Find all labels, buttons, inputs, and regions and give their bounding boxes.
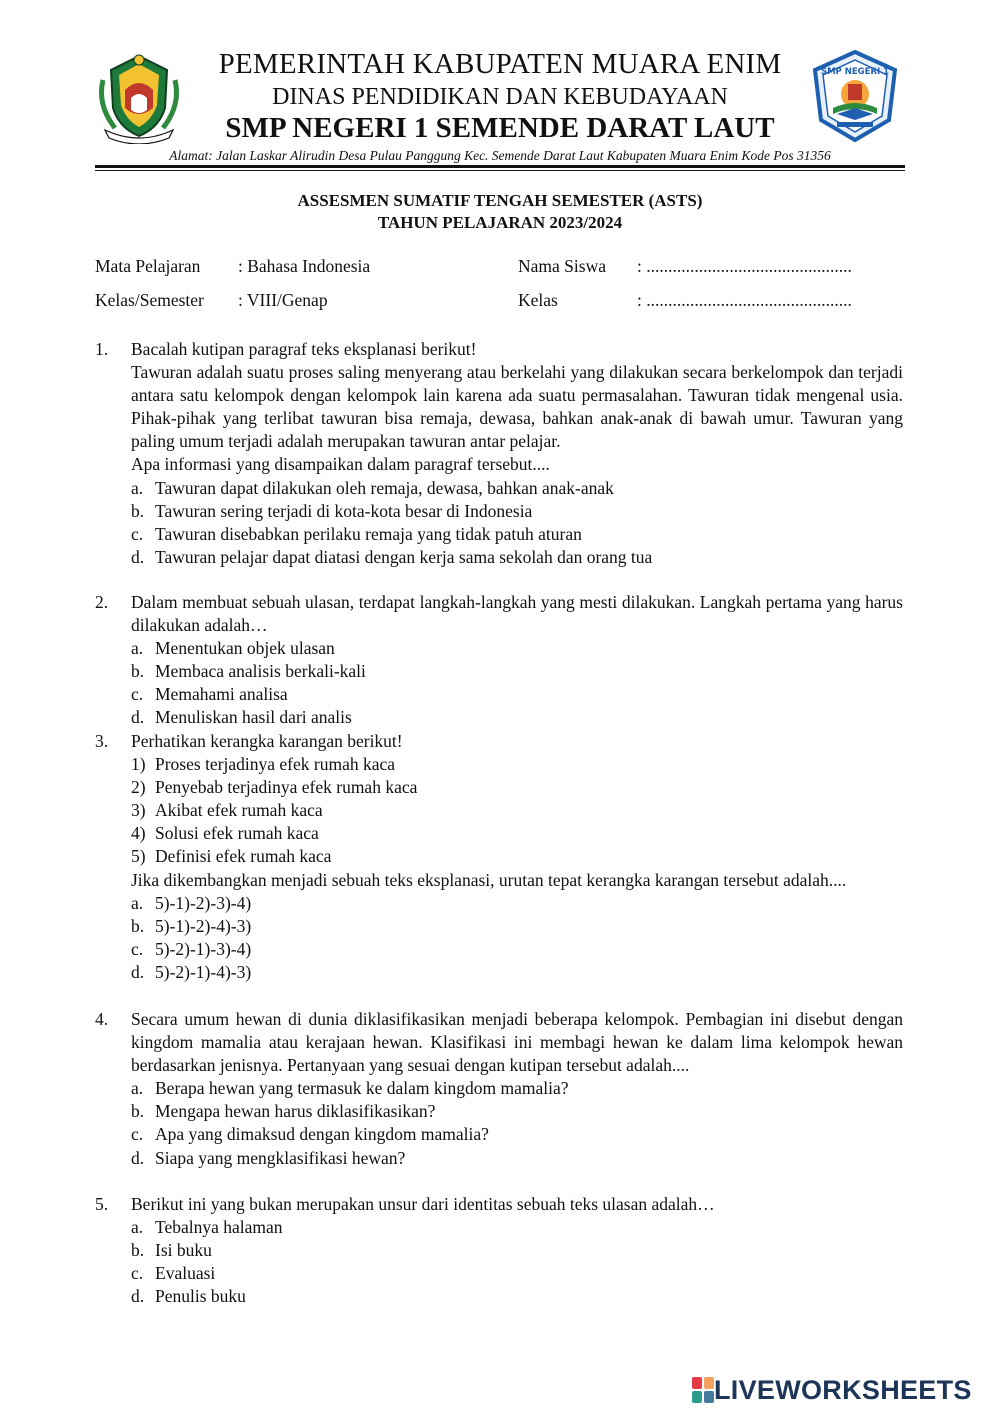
liveworksheets-wordmark: LIVEWORKSHEETS	[714, 1374, 972, 1405]
answer-option[interactable]	[131, 660, 903, 683]
answer-option[interactable]	[131, 961, 903, 984]
answer-option[interactable]	[131, 1216, 903, 1239]
question-intro: Perhatikan kerangka karangan berikut!	[131, 731, 403, 751]
option-text: Tawuran pelajar dapat diatasi dengan kerja sama sekolah dan orang tua	[155, 546, 653, 567]
question-4	[95, 1008, 903, 1170]
option-text: Tawuran dapat dilakukan oleh remaja, dewasa, bahkan anak-anak	[155, 477, 614, 498]
option-label: c.	[131, 523, 144, 544]
subject-value: : Bahasa Indonesia	[238, 256, 371, 276]
answer-option[interactable]	[131, 915, 903, 938]
outline-item	[131, 822, 903, 845]
option-label: a.	[131, 638, 144, 659]
question-text: Apa informasi yang disampaikan dalam paragraf tersebut....	[131, 454, 550, 475]
answer-option[interactable]	[131, 1262, 903, 1285]
outline-label: 3)	[131, 800, 146, 821]
answer-option[interactable]	[131, 523, 903, 546]
answer-option[interactable]	[131, 892, 903, 915]
outline-item	[131, 799, 903, 822]
header-rule-thick	[95, 165, 905, 168]
option-text: 5)-1)-2)-3)-4)	[155, 892, 252, 913]
student-name-field[interactable]: : ...............................................	[637, 256, 852, 276]
option-label: d.	[131, 707, 145, 728]
outline-text: Definisi efek rumah kaca	[155, 846, 332, 867]
option-text: 5)-2)-1)-4)-3)	[155, 961, 252, 982]
option-text: 5)-1)-2)-4)-3)	[155, 915, 252, 936]
option-label: b.	[131, 1240, 145, 1261]
option-text: Tawuran disebabkan perilaku remaja yang tidak patuh aturan	[155, 523, 582, 544]
question-text: Berikut ini yang bukan merupakan unsur dari identitas sebuah teks ulasan adalah…	[131, 1194, 715, 1214]
question-text: Jika dikembangkan menjadi sebuah teks eksplanasi, urutan tepat kerangka karangan tersebut adalah....	[131, 869, 847, 890]
student-class-label: Kelas	[518, 290, 558, 310]
answer-option[interactable]	[131, 1239, 903, 1262]
option-label: a.	[131, 1078, 144, 1099]
option-label: b.	[131, 1101, 145, 1122]
question-intro: Bacalah kutipan paragraf teks eksplanasi berikut!	[131, 339, 477, 359]
outline-text: Akibat efek rumah kaca	[155, 800, 323, 821]
answer-option[interactable]	[131, 1077, 903, 1100]
option-text: Tebalnya halaman	[155, 1217, 283, 1238]
outline-text: Penyebab terjadinya efek rumah kaca	[155, 777, 418, 798]
option-text: Evaluasi	[155, 1263, 216, 1284]
option-label: d.	[131, 546, 145, 567]
option-text: Menentukan objek ulasan	[155, 638, 335, 659]
school-address: Alamat: Jalan Laskar Alirudin Desa Pulau Panggung Kec. Semende Darat Laut Kabupaten Muara Enim Kode Pos 31356	[169, 148, 831, 163]
question-3	[95, 730, 903, 984]
class-semester-value: : VIII/Genap	[238, 290, 328, 310]
option-text: Memahami analisa	[155, 684, 288, 705]
outline-item	[131, 845, 903, 868]
option-text: Apa yang dimaksud dengan kingdom mamalia?	[155, 1124, 489, 1145]
answer-option[interactable]	[131, 1123, 903, 1146]
answer-option[interactable]	[131, 683, 903, 706]
answer-option[interactable]	[131, 938, 903, 961]
outline-label: 5)	[131, 846, 146, 867]
government-name: PEMERINTAH KABUPATEN MUARA ENIM	[218, 48, 782, 80]
answer-option[interactable]	[131, 1147, 903, 1170]
answer-option[interactable]	[131, 500, 903, 523]
answer-option[interactable]	[131, 1100, 903, 1123]
liveworksheets-brand	[692, 1372, 972, 1408]
option-label: d.	[131, 1286, 145, 1307]
option-text: Mengapa hewan harus diklasifikasikan?	[155, 1101, 436, 1122]
option-label: b.	[131, 915, 145, 936]
option-label: c.	[131, 684, 144, 705]
option-label: d.	[131, 961, 145, 982]
option-label: b.	[131, 500, 145, 521]
outline-text: Solusi efek rumah kaca	[155, 823, 319, 844]
option-text: 5)-2)-1)-3)-4)	[155, 938, 252, 959]
option-label: a.	[131, 892, 144, 913]
option-text: Menuliskan hasil dari analis	[155, 707, 352, 728]
question-5	[95, 1193, 903, 1308]
reading-passage: Tawuran adalah suatu proses saling menyerang atau berkelahi yang dilakukan secara berkelompok dan terjadi antara satu kelompok dengan kelompok lain karena ada suatu permasalahan. Tawuran tidak mengenal usia. Pihak-pihak yang terlibat tawuran bisa remaja, dewasa, bahkan anak-anak di bawah umur. Tawuran yang paling umum terjadi adalah merupakan tawuran antar pelajar.	[131, 362, 903, 452]
subject-label: Mata Pelajaran	[95, 256, 201, 276]
outline-item	[131, 753, 903, 776]
outline-label: 2)	[131, 777, 146, 798]
school-name: SMP NEGERI 1 SEMENDE DARAT LAUT	[225, 112, 775, 144]
question-number: 3.	[95, 731, 109, 751]
answer-option[interactable]	[131, 637, 903, 660]
exam-year: TAHUN PELAJARAN 2023/2024	[377, 213, 623, 232]
question-number: 5.	[95, 1194, 109, 1214]
answer-option[interactable]	[131, 1285, 903, 1308]
option-label: c.	[131, 1263, 144, 1284]
option-text: Siapa yang mengklasifikasi hewan?	[155, 1147, 406, 1168]
student-name-label: Nama Siswa	[518, 256, 606, 276]
school-logo	[807, 48, 903, 144]
answer-option[interactable]	[131, 706, 903, 729]
liveworksheets-logo-icon	[692, 1377, 714, 1403]
question-number: 1.	[95, 339, 109, 359]
question-number: 4.	[95, 1009, 109, 1029]
student-class-field[interactable]: : ...............................................	[637, 290, 852, 310]
school-logo-text: SMP NEGERI 1	[820, 67, 890, 77]
outline-item	[131, 776, 903, 799]
outline-label: 4)	[131, 823, 146, 844]
option-text: Penulis buku	[155, 1286, 246, 1307]
exam-title: ASSESMEN SUMATIF TENGAH SEMESTER (ASTS)	[297, 191, 703, 210]
option-text: Berapa hewan yang termasuk ke dalam kingdom mamalia?	[155, 1078, 569, 1099]
department-name: DINAS PENDIDIKAN DAN KEBUDAYAAN	[272, 84, 728, 110]
option-label: c.	[131, 1124, 144, 1145]
letterhead	[95, 44, 905, 172]
question-text: Dalam membuat sebuah ulasan, terdapat langkah-langkah yang mesti dilakukan. Langkah pertama yang harus dilakukan adalah…	[131, 592, 903, 636]
class-semester-label: Kelas/Semester	[95, 290, 204, 310]
option-label: c.	[131, 938, 144, 959]
option-text: Tawuran sering terjadi di kota-kota besar di Indonesia	[155, 500, 533, 521]
answer-option[interactable]	[131, 477, 903, 500]
option-label: b.	[131, 661, 145, 682]
answer-option[interactable]	[131, 546, 903, 569]
outline-label: 1)	[131, 754, 146, 775]
question-text: Secara umum hewan di dunia diklasifikasikan menjadi beberapa kelompok. Pembagian ini disebut dengan kingdom mamalia atau kerajaan hewan. Klasifikasi ini membagi hewan ke dalam lima kelompok hewan berdasarkan jenisnya. Pertanyaan yang sesuai dengan kutipan tersebut adalah....	[131, 1009, 903, 1076]
question-number: 2.	[95, 592, 109, 612]
question-1	[95, 338, 903, 569]
question-2	[95, 591, 903, 730]
option-label: a.	[131, 1217, 144, 1238]
option-label: d.	[131, 1147, 145, 1168]
header-rule-thin	[95, 170, 905, 171]
option-label: a.	[131, 477, 144, 498]
option-text: Membaca analisis berkali-kali	[155, 661, 366, 682]
option-text: Isi buku	[155, 1240, 212, 1261]
outline-text: Proses terjadinya efek rumah kaca	[155, 754, 396, 775]
